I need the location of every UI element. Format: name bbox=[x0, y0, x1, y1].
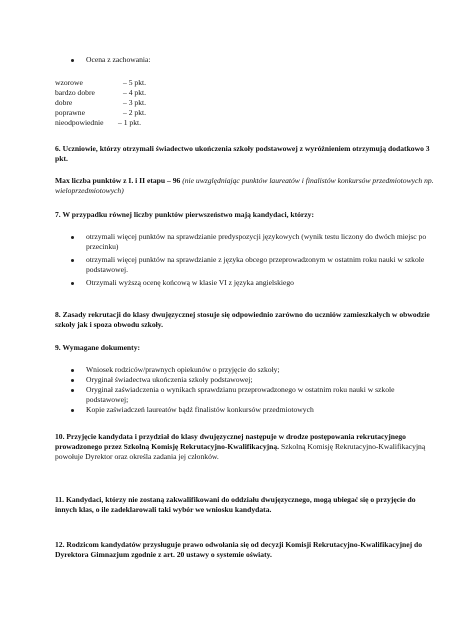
list-item: otrzymali więcej punktów na sprawdzianie z języka obcego przeprowadzonym w ostatnim roku nauki w szkole podstawowej. bbox=[55, 255, 435, 275]
grade-name: nieodpowiednie bbox=[55, 118, 104, 127]
max-points-label: Max liczba punktów z I. i II etapu – 96 bbox=[55, 176, 181, 185]
grade-points: – 2 pkt. bbox=[123, 108, 146, 117]
section-9-title: 9. Wymagane dokumenty: bbox=[55, 343, 141, 352]
behavior-section bbox=[55, 55, 435, 65]
behavior-list bbox=[55, 55, 435, 65]
section-11: 11. Kandydaci, którzy nie zostaną zakwalifikowani do oddziału dwujęzycznego, mogą ubiegać się o przyjęcie do innych klas, o ile zadeklarowali taki wybór we wniosku kandydata. bbox=[55, 495, 416, 514]
max-points-note: (nie uwzględniając punktów laureatów i finalistów konkursów przedmiotowych np. wieloprzedmiotowych) bbox=[55, 176, 434, 195]
grade-row bbox=[55, 88, 435, 98]
list-item: Kopie zaświadczeń laureatów bądź finalistów konkursów przedmiotowych bbox=[55, 405, 435, 415]
grade-name: dobre bbox=[55, 98, 73, 107]
list-item: Wniosek rodziców/prawnych opiekunów o przyjęcie do szkoły; bbox=[55, 365, 435, 375]
list-item: Oryginał świadectwa ukończenia szkoły podstawowej; bbox=[55, 375, 435, 385]
section-8: 8. Zasady rekrutacji do klasy dwujęzycznej stosuje się odpowiednio zarówno do uczniów zamieszkałych w obwodzie szkoły jak i spoza obwodu szkoły. bbox=[55, 310, 430, 329]
section-10 bbox=[55, 432, 435, 462]
grade-points: – 3 pkt. bbox=[123, 98, 146, 107]
grade-name: bardzo dobre bbox=[55, 88, 95, 97]
grade-row bbox=[55, 108, 435, 118]
grade-name: wzorowe bbox=[55, 78, 83, 87]
section-7 bbox=[55, 210, 435, 288]
grade-row bbox=[55, 118, 435, 128]
section-10-rest: Szkolną Komisję Rekrutacyjno-Kwalifikacyjną powołuje Dyrektor oraz określa zadania jej członków. bbox=[55, 442, 426, 461]
section-7-title: 7. W przypadku równej liczby punktów pierwszeństwo mają kandydaci, którzy: bbox=[55, 210, 314, 219]
grade-points: – 5 pkt. bbox=[123, 78, 146, 87]
section-12: 12. Rodzicom kandydatów przysługuje prawo odwołania się od decyzji Komisji Rekrutacyjno-Kwalifikacyjnej do Dyrektora Gimnazjum zgodnie z art. 20 ustawy o systemie oświaty. bbox=[55, 540, 423, 559]
grade-row bbox=[55, 78, 435, 88]
grade-row bbox=[55, 98, 435, 108]
grade-points: – 1 pkt. bbox=[118, 118, 141, 127]
list-item: Oryginał zaświadczenia o wynikach sprawdzianu przeprowadzonego w ostatnim roku nauki w szkole podstawowej; bbox=[55, 385, 435, 405]
section-9 bbox=[55, 343, 435, 415]
list-item: Otrzymali wyższą ocenę końcową w klasie VI z języka angielskiego bbox=[55, 278, 435, 288]
section-7-list bbox=[55, 232, 435, 288]
section-10-bold: 10. Przyjęcie kandydata i przydział do klasy dwujęzycznej następuje w drodze postępowania rekrutacyjnego prowadzonego przez Szkolną Komisję Rekrutacyjno-Kwalifikacyjną. bbox=[55, 432, 406, 451]
list-item: Ocena z zachowania: bbox=[55, 55, 435, 65]
grades-table bbox=[55, 78, 435, 128]
grade-points: – 4 pkt. bbox=[123, 88, 146, 97]
grade-name: poprawne bbox=[55, 108, 85, 117]
section-9-list bbox=[55, 365, 435, 415]
section-6: 6. Uczniowie, którzy otrzymali świadectwo ukończenia szkoły podstawowej z wyróżnieniem otrzymują dodatkowo 3 pkt. bbox=[55, 144, 430, 163]
max-points bbox=[55, 176, 435, 196]
list-item: otrzymali więcej punktów na sprawdzianie predyspozycji językowych (wynik testu liczony do dwóch miejsc po przecinku) bbox=[55, 232, 435, 252]
